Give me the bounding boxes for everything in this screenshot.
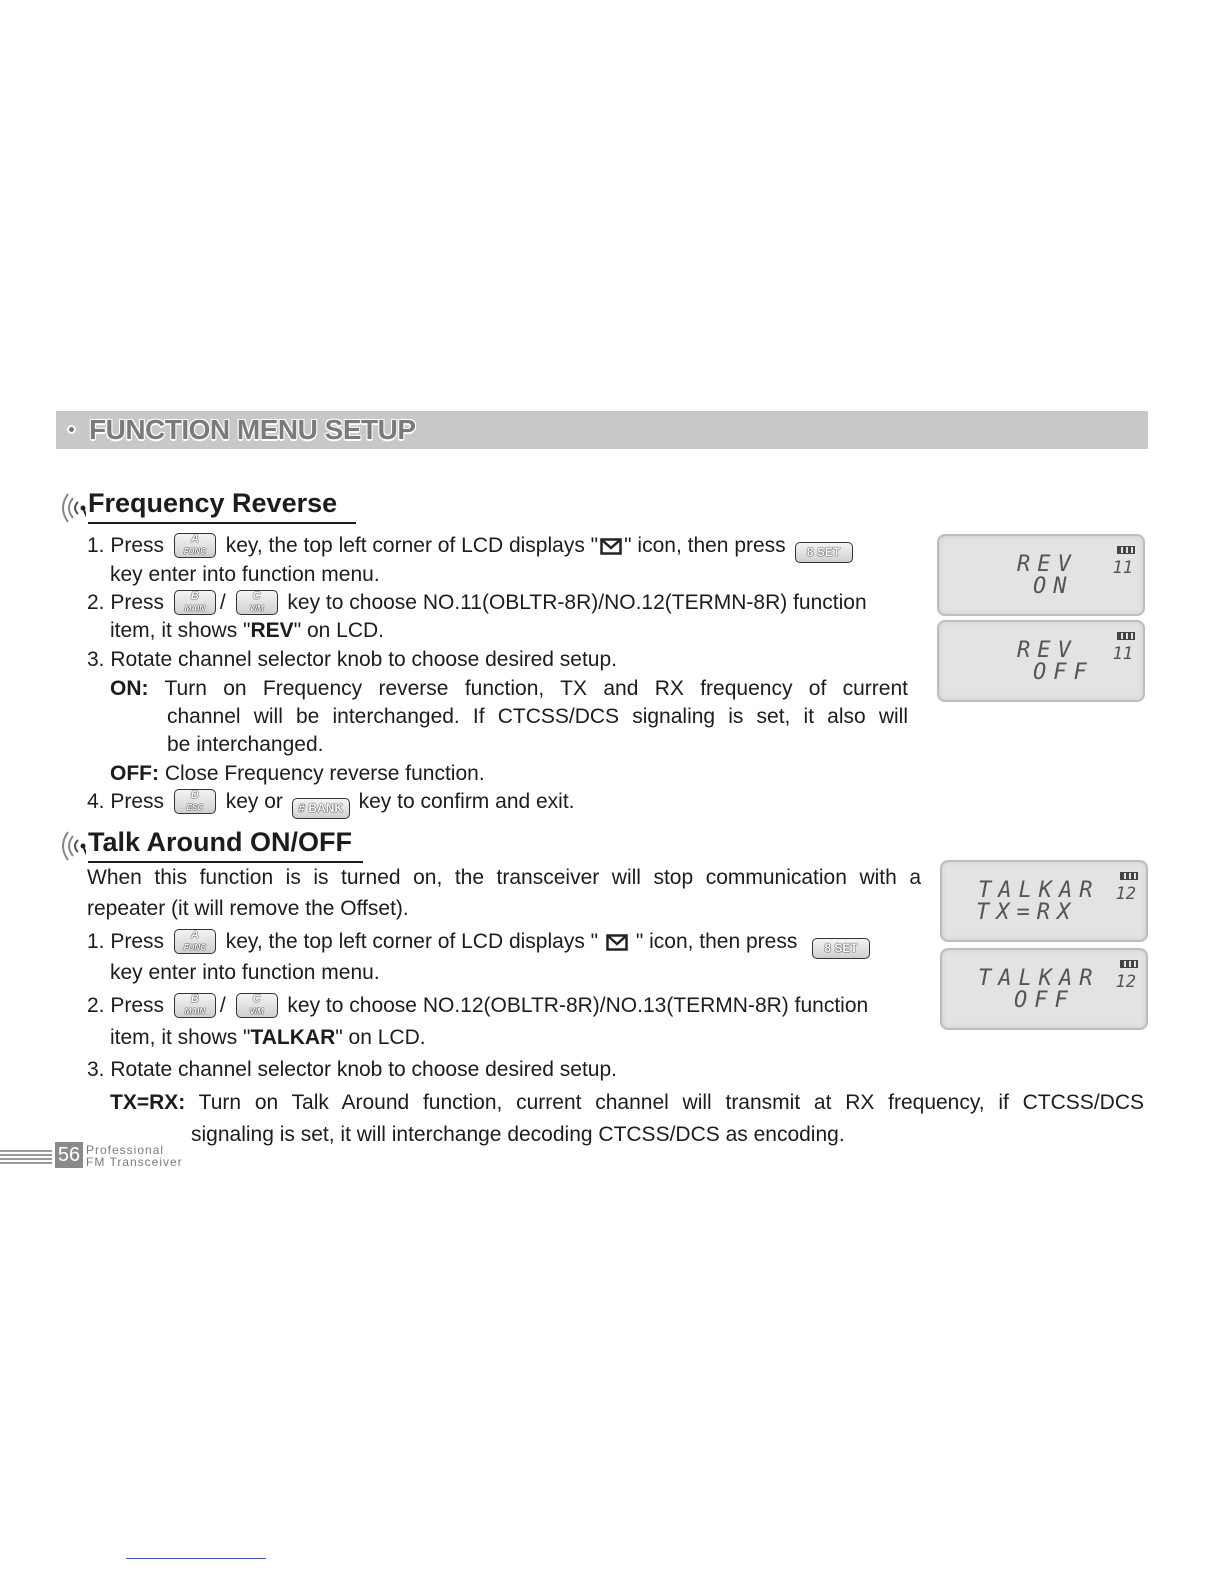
fr-off-option: OFF: Close Frequency reverse function. [110,762,485,785]
fr-on-option-cont2: be interchanged. [167,733,324,756]
ta-step-1-cont: key enter into function menu. [110,961,380,984]
banner-bullet-icon [67,425,76,434]
ta-step-3: 3. Rotate channel selector knob to choose desired setup. [87,1058,618,1081]
bottom-rule [126,1558,266,1559]
esc-key-icon: D ESC [174,789,216,814]
main-key-icon: B MAIN [174,590,216,615]
footer-label-2: FM Transceiver [86,1155,183,1169]
ta-txrx-option: TX=RX: Turn on Talk Around function, current channel will transmit at RX frequency, if CTCSS/DCS [110,1091,1144,1114]
lcd-channel-number: 12 [1115,884,1136,904]
func-key-icon: A FUNC [174,929,216,954]
fr-step-3: 3. Rotate channel selector knob to choose desired setup. [87,648,618,671]
ta-intro: When this function is is turned on, the transceiver will stop communication with a [87,866,921,889]
bank-key-icon: # BANK [292,798,350,819]
footer-decoration [0,1150,52,1164]
lcd-line-1: TALKAR [978,878,1100,903]
set-key-icon: 8 SET [812,938,870,959]
lcd-line-2: ON [1033,574,1074,599]
battery-icon [1117,632,1135,640]
battery-icon [1120,960,1138,968]
fr-step-2: 2. Press B MAIN / C V/M key to choose NO.11(OBLTR-8R)/NO.12(TERMN-8R) function [87,590,867,614]
title-underline [88,522,356,524]
lcd-channel-number: 11 [1112,558,1133,578]
ta-step-2-cont: item, it shows "TALKAR" on LCD. [110,1026,426,1049]
lcd-display-rev-off [937,620,1145,702]
lcd-line-1: REV [1017,638,1078,663]
vm-key-icon: C V/M [236,590,278,615]
envelope-icon [606,934,628,951]
lcd-line-1: TALKAR [978,966,1100,991]
frequency-reverse-title: Frequency Reverse [88,488,338,518]
lcd-display-talkar-txrx [940,860,1148,942]
lcd-display-rev-on [937,534,1145,616]
fr-step-1: 1. Press A FUNC key, the top left corner of LCD displays " " icon, then press 8 SET [87,532,856,563]
fr-on-option: ON: Turn on Frequency reverse function, TX and RX frequency of current [110,677,908,700]
battery-icon [1117,546,1135,554]
lcd-line-2: TX=RX [976,900,1078,925]
lcd-line-1: REV [1017,552,1078,577]
title-underline [88,861,363,863]
fr-on-option-cont: channel will be interchanged. If CTCSS/DCS signaling is set, it also will [167,705,908,728]
ta-txrx-option-cont: signaling is set, it will interchange decoding CTCSS/DCS as encoding. [191,1123,845,1146]
battery-icon [1120,872,1138,880]
talk-around-title: Talk Around ON/OFF [88,827,352,857]
ta-step-2: 2. Press B MAIN / C V/M key to choose NO.12(OBLTR-8R)/NO.13(TERMN-8R) function [87,993,869,1017]
fr-step-2-cont: item, it shows "REV" on LCD. [110,619,385,642]
footer-label-1: Professional [86,1143,165,1157]
lcd-line-2: OFF [1014,988,1075,1013]
radio-wave-icon [56,490,86,526]
lcd-display-talkar-off [940,948,1148,1030]
ta-step-1: 1. Press A FUNC key, the top left corner of LCD displays " " icon, then press 8 SET [87,928,873,959]
lcd-channel-number: 11 [1112,644,1133,664]
main-key-icon: B MAIN [174,993,216,1018]
ta-intro-cont: repeater (it will remove the Offset). [87,897,409,920]
set-key-icon: 8 SET [795,542,853,563]
page-number: 56 [55,1142,83,1168]
vm-key-icon: C V/M [236,993,278,1018]
fr-step-1-cont: key enter into function menu. [110,563,380,586]
banner-title: FUNCTION MENU SETUP [89,414,416,445]
func-key-icon: A FUNC [174,533,216,558]
envelope-icon [600,538,622,555]
lcd-channel-number: 12 [1115,972,1136,992]
lcd-line-2: OFF [1033,660,1094,685]
radio-wave-icon [56,828,86,864]
fr-step-4: 4. Press D ESC key or # BANK key to confirm and exit. [87,788,575,819]
